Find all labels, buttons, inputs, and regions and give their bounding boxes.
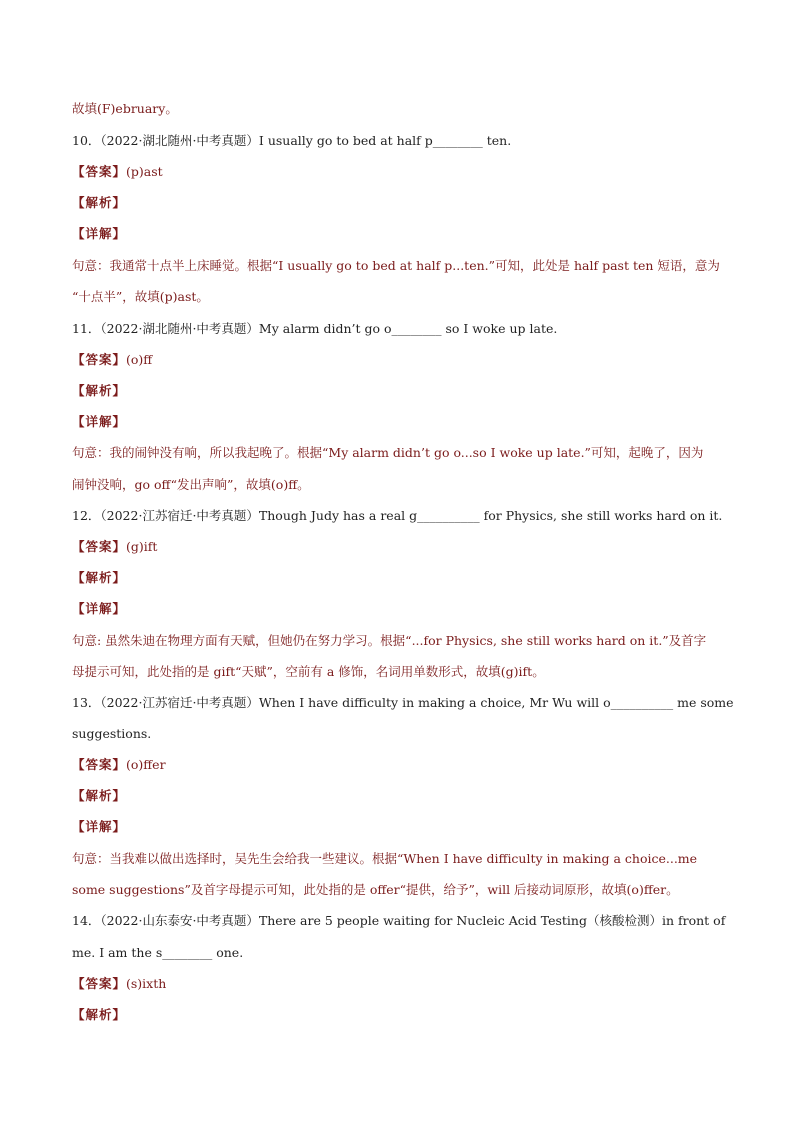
answer-10 xyxy=(72,162,732,182)
explanation-line: 句意：当我难以做出选择时，吴先生会给我一些建议。根据“When I have difficulty in making a choice...me xyxy=(72,851,698,866)
answer-label: 【答案】 xyxy=(72,352,127,367)
answer-label: 【答案】 xyxy=(72,976,127,991)
question-10: 10．（2022·湖北随州·中考真题）I usually go to bed at half p________ ten. xyxy=(72,133,512,148)
question-11: 11．（2022·湖北随州·中考真题）My alarm didn’t go o________ so I woke up late. xyxy=(72,321,558,336)
question-14: 14．（2022·山东泰安·中考真题）There are 5 people waiting for Nucleic Acid Testing（核酸检测）in front of xyxy=(72,913,726,928)
answer-label: 【答案】 xyxy=(72,757,127,772)
answer-value: (s)ixth xyxy=(126,976,167,991)
question-13: 13．（2022·江苏宿迁·中考真题）When I have difficulty in making a choice, Mr Wu will o__________ me some xyxy=(72,695,734,710)
explanation-line: some suggestions”及首字母提示可知，此处指的是 offer“提供，给予”，will 后接动词原形，故填(o)ffer。 xyxy=(72,882,679,897)
question-14-cont: me. I am the s________ one. xyxy=(72,945,244,960)
analysis-label: 【解析】 xyxy=(72,788,127,803)
answer-value: (p)ast xyxy=(126,164,163,179)
analysis-label: 【解析】 xyxy=(72,570,127,585)
answer-13 xyxy=(72,755,732,775)
explanation-line: 母提示可知，此处指的是 gift“天赋”，空前有 a 修饰，名词用单数形式，故填(g)ift。 xyxy=(72,664,545,679)
detail-label: 【详解】 xyxy=(72,601,127,616)
answer-label: 【答案】 xyxy=(72,164,127,179)
answer-11 xyxy=(72,350,732,370)
detail-label: 【详解】 xyxy=(72,414,127,429)
answer-value: (o)ff xyxy=(126,352,153,367)
analysis-label: 【解析】 xyxy=(72,1007,127,1022)
explanation-line: 句意: 虽然朱迪在物理方面有天赋，但她仍在努力学习。根据“...for Physics, she still works hard on it.”及首字 xyxy=(72,633,707,648)
answer-12 xyxy=(72,537,732,557)
analysis-label: 【解析】 xyxy=(72,383,127,398)
explanation-line: 句意：我通常十点半上床睡觉。根据“I usually go to bed at half p...ten.”可知，此处是 half past ten 短语，意为 xyxy=(72,258,720,273)
question-12: 12．（2022·江苏宿迁·中考真题）Though Judy has a real g__________ for Physics, she still works hard on it. xyxy=(72,508,723,523)
answer-value: (g)ift xyxy=(126,539,158,554)
question-13-cont: suggestions. xyxy=(72,726,152,741)
analysis-label: 【解析】 xyxy=(72,195,127,210)
answer-label: 【答案】 xyxy=(72,539,127,554)
explanation-line: 闹钟没响，go off“发出声响”，故填(o)ff。 xyxy=(72,477,310,492)
explanation-line: 故填(F)ebruary。 xyxy=(72,101,178,116)
detail-label: 【详解】 xyxy=(72,819,127,834)
detail-label: 【详解】 xyxy=(72,226,127,241)
answer-14 xyxy=(72,974,732,994)
explanation-line: 句意：我的闹钟没有响，所以我起晚了。根据“My alarm didn’t go o...so I woke up late.”可知，起晚了，因为 xyxy=(72,445,704,460)
answer-value: (o)ffer xyxy=(126,757,166,772)
explanation-line: “十点半”，故填(p)ast。 xyxy=(72,289,209,304)
